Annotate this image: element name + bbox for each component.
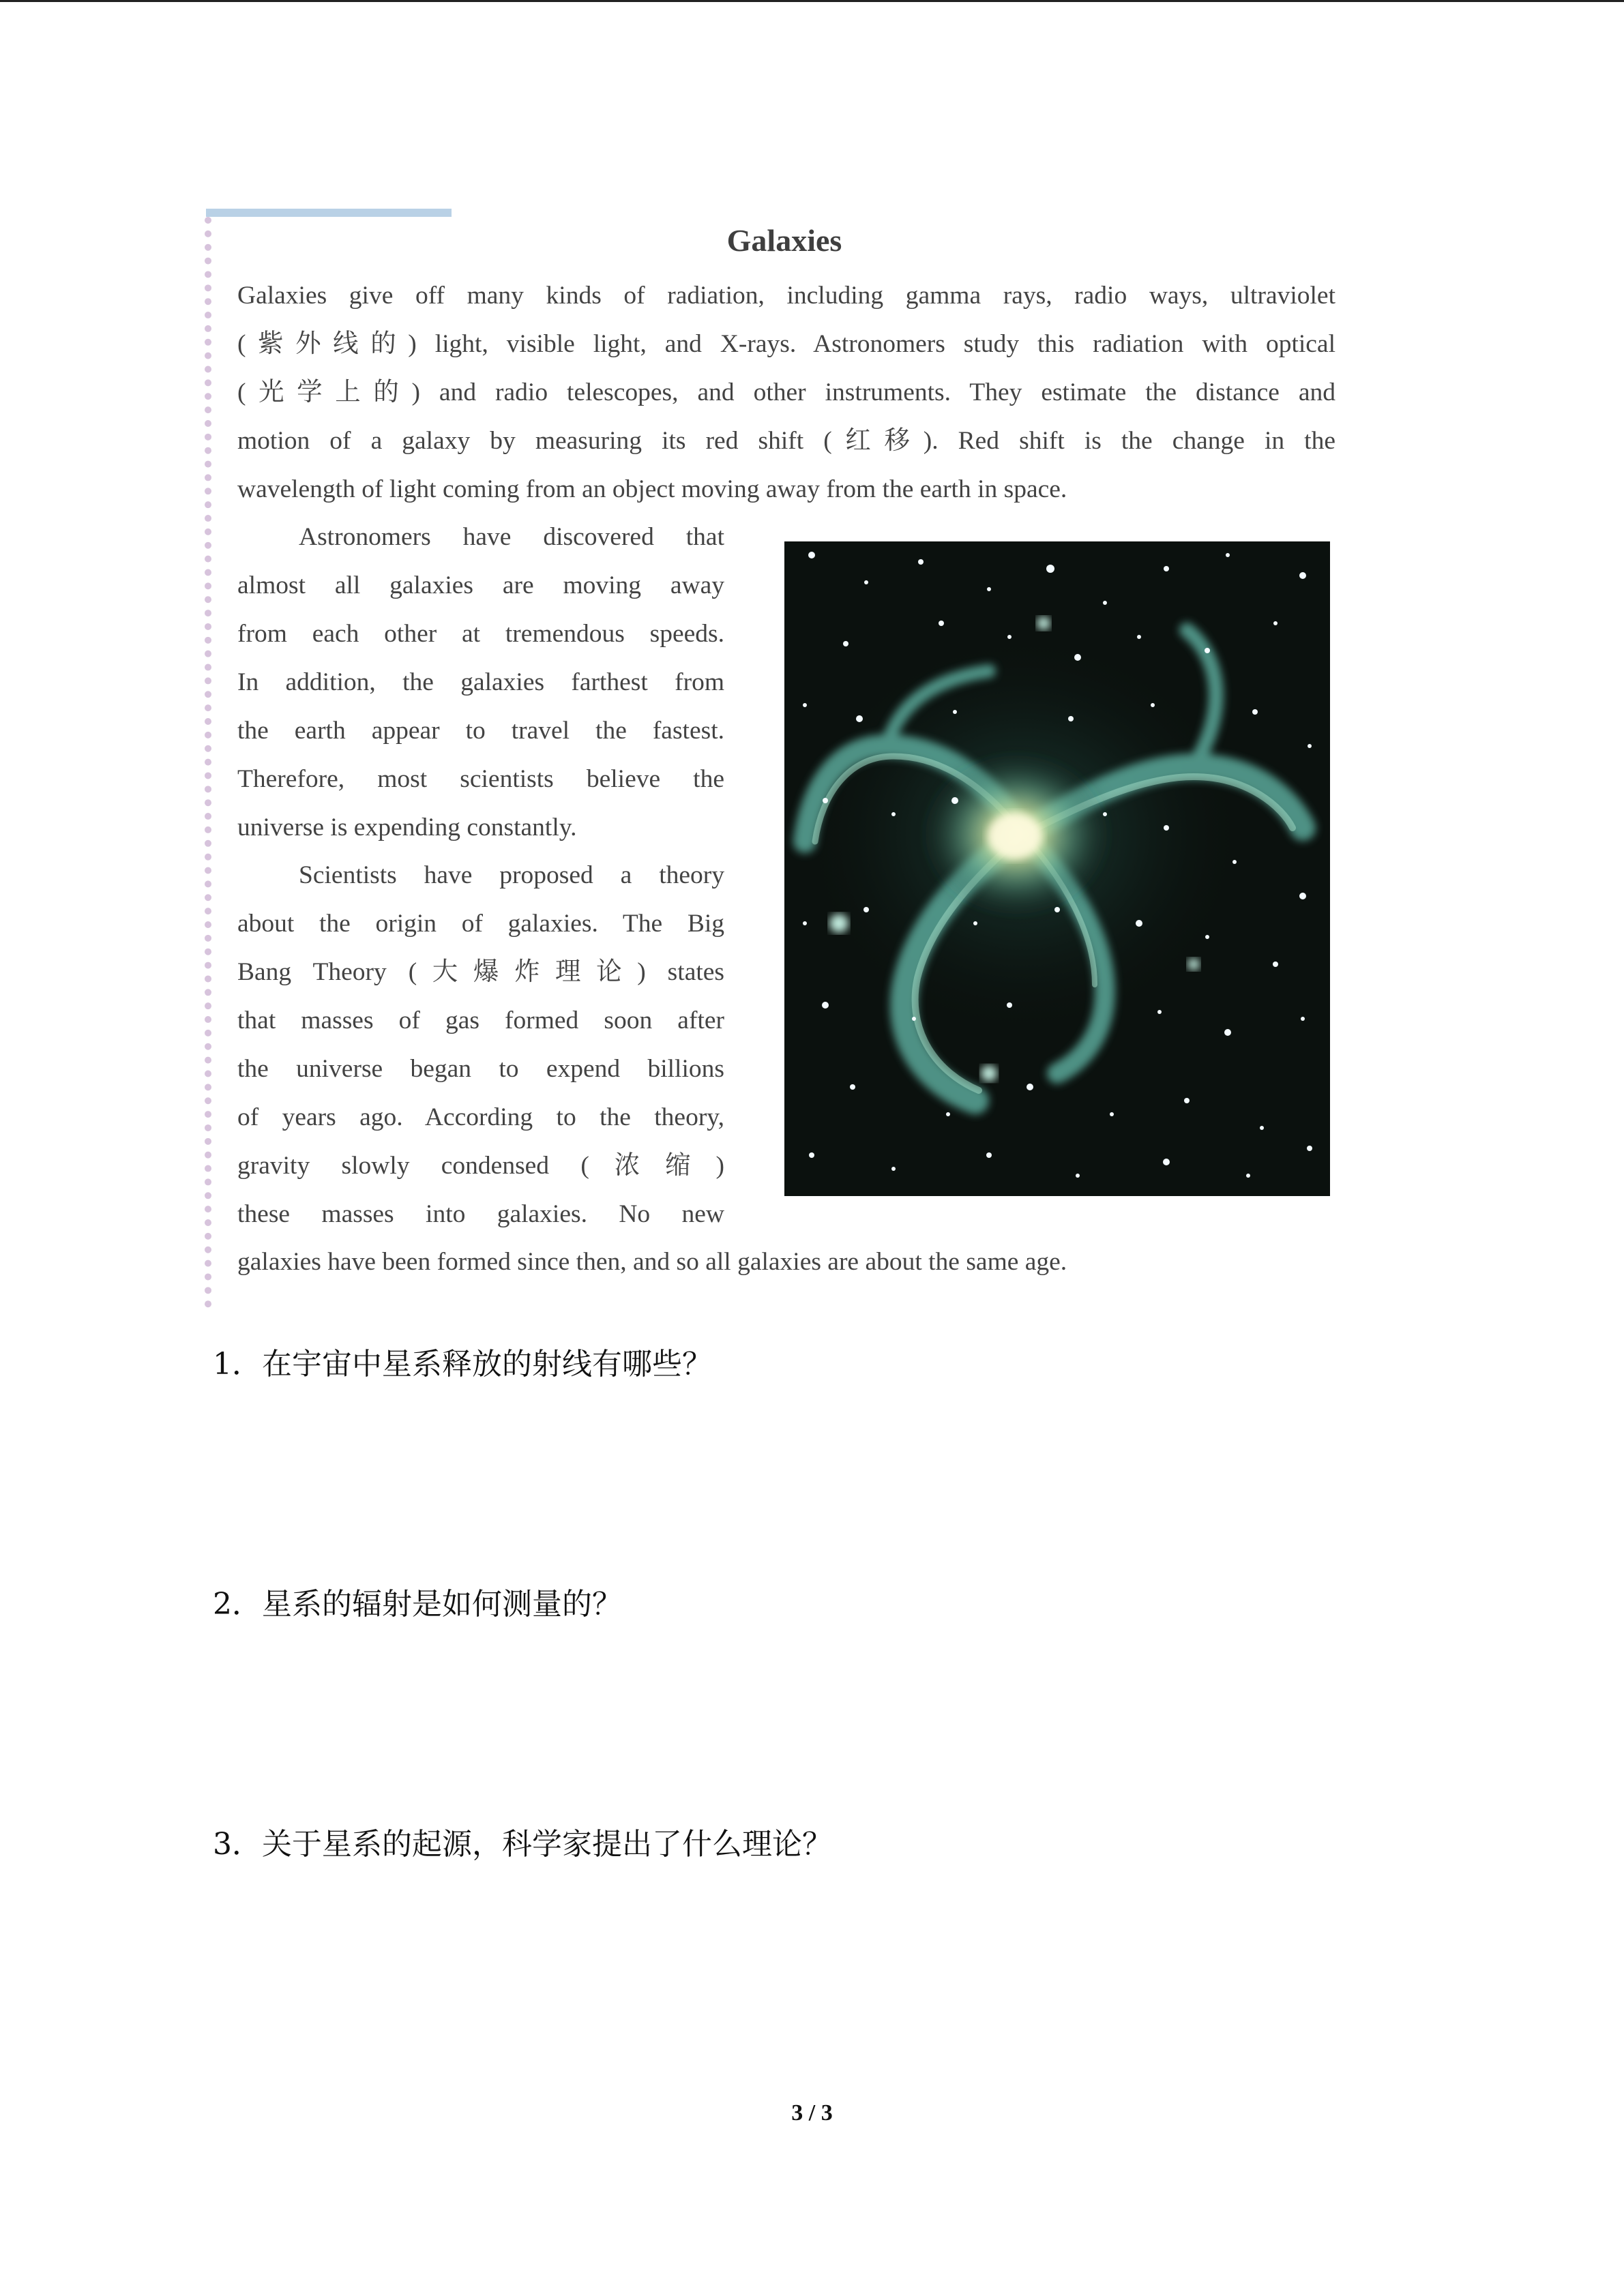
page-number: 3 / 3: [791, 2100, 833, 2126]
paragraph-line: about the origin of galaxies. The Big: [237, 910, 724, 938]
paragraph-line: the earth appear to travel the fastest.: [237, 717, 724, 745]
paragraph-line: Therefore, most scientists believe the: [237, 765, 724, 793]
paragraph-line: that masses of gas formed soon after: [237, 1007, 724, 1034]
dotted-left-border: [205, 217, 211, 1308]
paragraph-line: In addition, the galaxies farthest from: [237, 668, 724, 696]
question-1: 1．在宇宙中星系释放的射线有哪些？: [213, 1347, 712, 1382]
paragraph-line: of years ago. According to the theory,: [237, 1103, 724, 1131]
paragraph-line: motion of a galaxy by measuring its red shift (红移). Red shift is the change in the: [237, 427, 1335, 455]
paragraph-1: [237, 271, 1335, 513]
paragraph-line: (紫外线的) light, visible light, and X-rays. Astronomers study this radiation with optical: [237, 330, 1335, 358]
paragraph-2: [237, 513, 724, 852]
paragraph-line: (光学上的) and radio telescopes, and other instruments. They estimate the distance and: [237, 378, 1335, 406]
accent-bar: [206, 209, 452, 217]
paragraph-line: Bang Theory (大爆炸理论) states: [237, 958, 724, 986]
paragraph-3: [237, 851, 724, 1238]
spiral-galaxy-image: [784, 541, 1330, 1196]
paragraph-line: Astronomers have discovered that: [299, 523, 724, 551]
paragraph-line: Scientists have proposed a theory: [299, 861, 724, 889]
article-title: Galaxies: [726, 223, 842, 258]
paragraph-line: Galaxies give off many kinds of radiation, including gamma rays, radio ways, ultraviolet: [237, 282, 1335, 310]
paragraph-line: from each other at tremendous speeds.: [237, 620, 724, 648]
question-2: 2．星系的辐射是如何测量的？: [213, 1587, 622, 1622]
paragraph-line: universe is expending constantly.: [237, 814, 577, 841]
paragraph-3-tail: galaxies have been formed since then, and so all galaxies are about the same age.: [237, 1248, 1067, 1276]
paragraph-line: these masses into galaxies. No new: [237, 1200, 724, 1228]
paragraph-line: wavelength of light coming from an object moving away from the earth in space.: [237, 475, 1067, 503]
top-border-line: [0, 0, 1624, 2]
question-3: 3．关于星系的起源，科学家提出了什么理论？: [213, 1827, 832, 1862]
paragraph-line: almost all galaxies are moving away: [237, 571, 724, 599]
paragraph-line: the universe began to expend billions: [237, 1055, 724, 1083]
paragraph-line: gravity slowly condensed (浓缩): [237, 1152, 724, 1180]
